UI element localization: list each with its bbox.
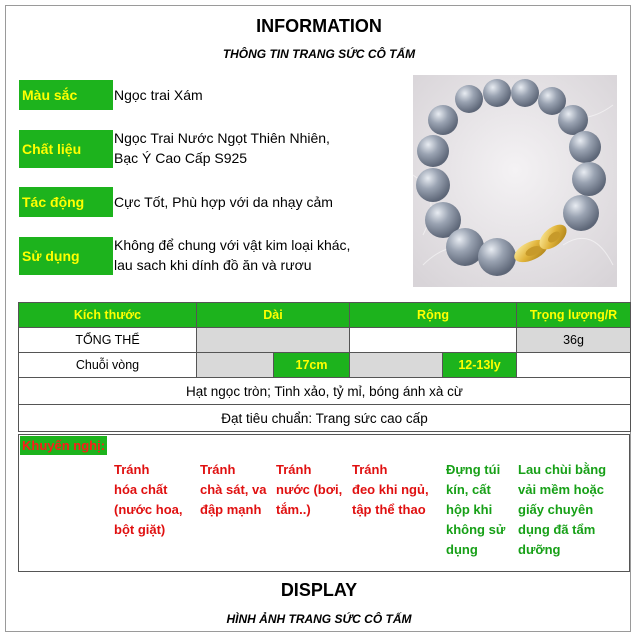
recommendation-label: Khuyến nghị: <box>22 438 106 453</box>
row-name: Chuỗi vòng <box>19 353 197 378</box>
product-photo <box>413 75 617 287</box>
cell-empty <box>350 353 443 378</box>
table-header-row <box>19 303 631 328</box>
cell-empty <box>197 328 350 353</box>
header-width: Rộng <box>350 303 517 328</box>
cell-length: 17cm <box>274 353 350 378</box>
table-note-row <box>19 405 631 432</box>
note-standard: Đạt tiêu chuẩn: Trang sức cao cấp <box>19 405 631 432</box>
value-material: Ngọc Trai Nước Ngọt Thiên Nhiên, Bạc Ý Cao Cấp S925 <box>114 130 330 166</box>
page-title: INFORMATION <box>256 16 382 36</box>
recommendation-item: Tránh chà sát, va đập mạnh <box>200 462 267 517</box>
header-length: Dài <box>197 303 350 328</box>
cell-width: 12-13ly <box>443 353 517 378</box>
recommendation-item: Tránh hóa chất (nước hoa, bột giặt) <box>114 462 183 537</box>
recommendation-item: Tránh nước (bơi, tắm..) <box>276 462 343 517</box>
value-effect: Cực Tốt, Phù hợp với da nhạy cảm <box>114 194 333 210</box>
page-subtitle: THÔNG TIN TRANG SỨC CÔ TẤM <box>222 47 416 61</box>
display-title: DISPLAY <box>280 580 358 600</box>
cell-empty <box>517 353 631 378</box>
spec-table <box>18 302 631 432</box>
pearl-bracelet-image <box>413 75 617 287</box>
table-row <box>19 328 631 353</box>
label-usage: Sử dụng <box>19 237 113 275</box>
header-size: Kích thước <box>19 303 197 328</box>
cell-weight: 36g <box>517 328 631 353</box>
header-weight: Trọng lượng/R <box>517 303 631 328</box>
table-note-row <box>19 378 631 405</box>
recommendation-item: Lau chùi bằng vải mềm hoặc giấy chuyên dụng đã tẩm dưỡng <box>518 462 607 557</box>
cell-empty <box>350 328 517 353</box>
row-name: TỔNG THỂ <box>19 328 197 353</box>
label-material: Chất liệu <box>19 130 113 168</box>
note-shape: Hạt ngọc tròn; Tinh xảo, tỷ mỉ, bóng ánh xà cừ <box>19 378 631 405</box>
recommendation-item: Tránh đeo khi ngủ, tập thể thao <box>352 462 429 517</box>
display-subtitle: HÌNH ẢNH TRANG SỨC CÔ TẤM <box>226 612 412 626</box>
cell-empty <box>197 353 274 378</box>
label-color: Màu sắc <box>19 80 113 110</box>
value-usage: Không để chung với vật kim loại khác, lau sach khi dính đồ ăn và rươu <box>114 237 351 273</box>
value-color: Ngọc trai Xám <box>114 87 203 103</box>
table-row <box>19 353 631 378</box>
recommendation-item: Đựng túi kín, cất hộp khi không sử dụng <box>446 462 506 557</box>
label-effect: Tác động <box>19 187 113 217</box>
